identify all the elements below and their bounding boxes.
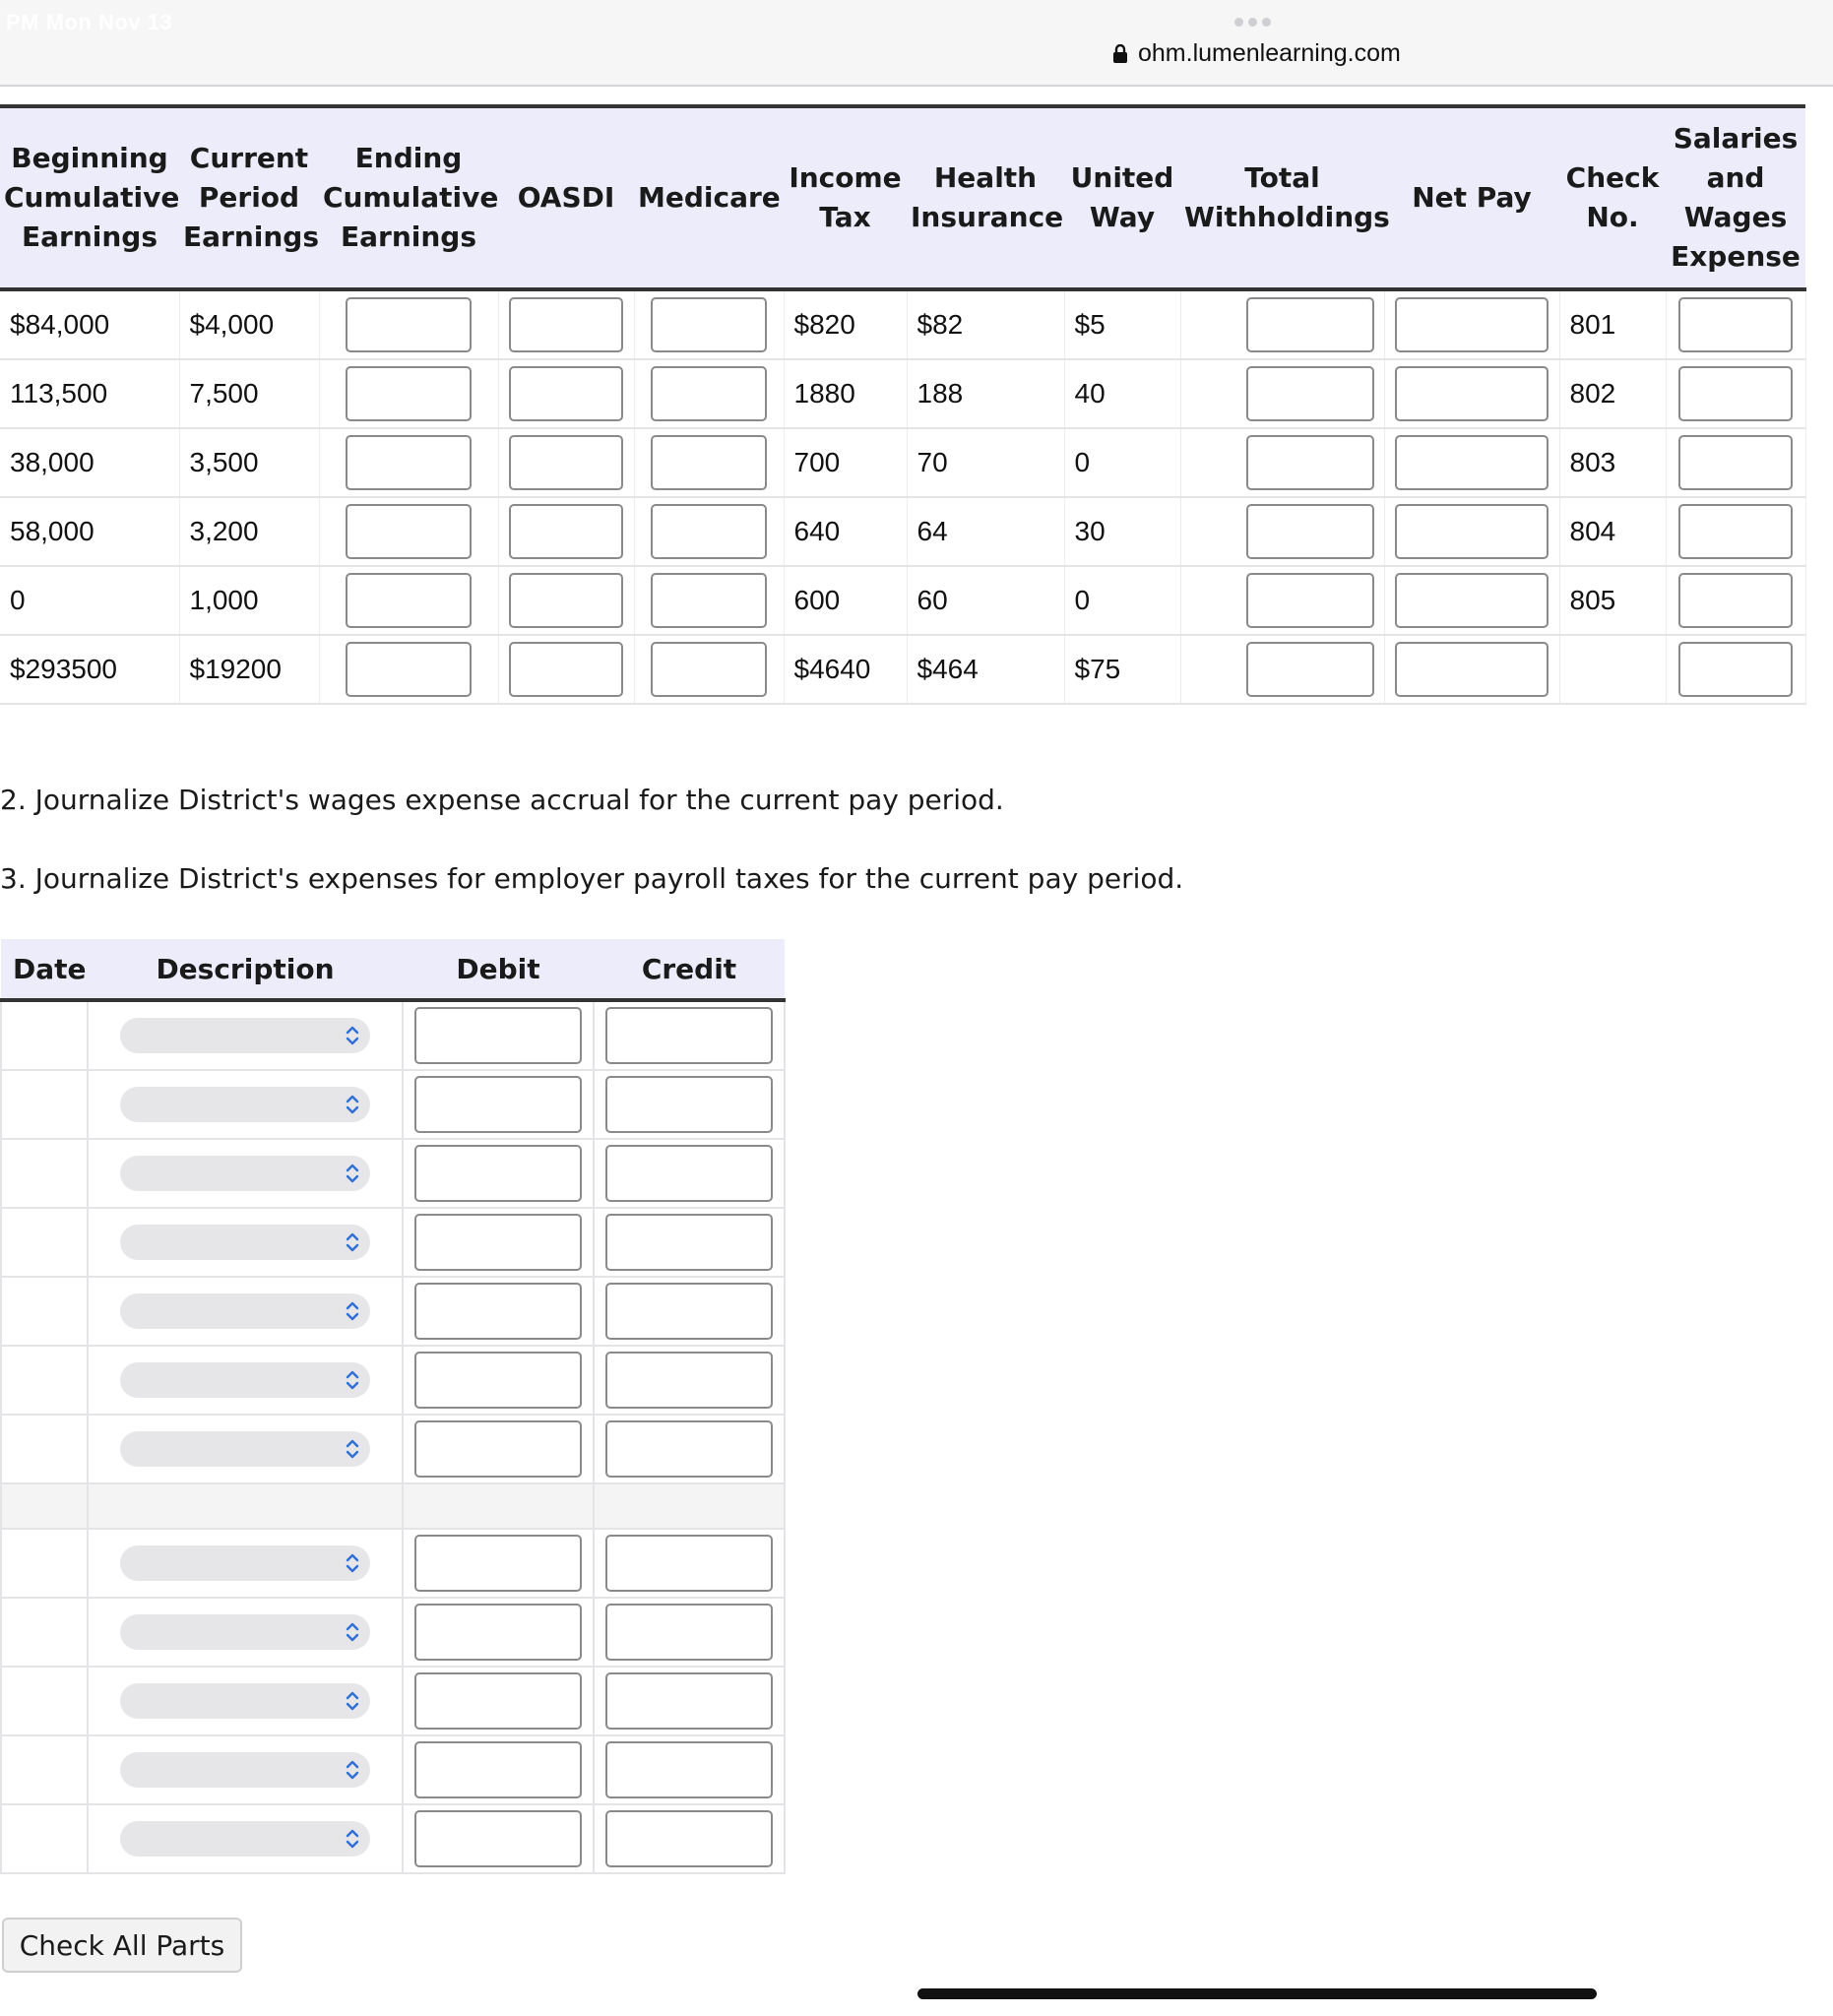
oasdi-input[interactable]	[509, 504, 623, 559]
oasdi-input[interactable]	[509, 435, 623, 490]
oasdi-input[interactable]	[509, 297, 623, 352]
health-insurance-cell: 60	[907, 566, 1064, 635]
total-withholdings-total-input[interactable]	[1246, 642, 1374, 697]
chevron-updown-icon	[343, 1161, 362, 1186]
header-oasdi: OASDI	[498, 106, 634, 289]
chevron-updown-icon	[343, 1367, 362, 1393]
ending-cumulative-input[interactable]	[346, 366, 472, 421]
header-medicare: Medicare	[634, 106, 784, 289]
net-pay-input[interactable]	[1395, 435, 1549, 490]
check-no-cell: 801	[1559, 289, 1666, 359]
journal-row	[1, 1415, 785, 1483]
home-indicator	[917, 1988, 1597, 1999]
debit-input[interactable]	[414, 1535, 582, 1592]
total-withholdings-input[interactable]	[1246, 504, 1374, 559]
header-income-tax: Income Tax	[784, 106, 907, 289]
check-no-cell: 805	[1559, 566, 1666, 635]
journal-row	[1, 1529, 785, 1598]
medicare-input[interactable]	[651, 573, 767, 628]
journal-header-row	[1, 939, 785, 1000]
credit-input[interactable]	[605, 1283, 773, 1340]
description-select[interactable]	[120, 1156, 370, 1191]
debit-input[interactable]	[414, 1352, 582, 1409]
beginning-earnings-cell: 113,500	[0, 359, 179, 428]
ending-cumulative-total-input[interactable]	[346, 642, 472, 697]
debit-input[interactable]	[414, 1283, 582, 1340]
income-tax-cell: 1880	[784, 359, 907, 428]
ending-cumulative-input[interactable]	[346, 504, 472, 559]
beginning-earnings-total: $293500	[0, 635, 179, 704]
header-health-insurance: Health Insurance	[907, 106, 1064, 289]
debit-input[interactable]	[414, 1672, 582, 1730]
salaries-wages-input[interactable]	[1678, 435, 1793, 490]
beginning-earnings-cell: 38,000	[0, 428, 179, 497]
journal-row	[1, 1346, 785, 1415]
header-date: Date	[1, 939, 88, 1000]
united-way-cell: 40	[1064, 359, 1180, 428]
header-beginning-cumulative: Beginning Cumulative Earnings	[0, 106, 179, 289]
description-select[interactable]	[120, 1821, 370, 1857]
date-cell	[1, 1277, 88, 1346]
date-cell	[1, 1415, 88, 1483]
description-select[interactable]	[120, 1431, 370, 1467]
ending-cumulative-input[interactable]	[346, 435, 472, 490]
current-earnings-cell: 3,500	[179, 428, 319, 497]
debit-input[interactable]	[414, 1810, 582, 1867]
salaries-wages-total-input[interactable]	[1678, 642, 1793, 697]
net-pay-input[interactable]	[1395, 573, 1549, 628]
description-select[interactable]	[120, 1293, 370, 1329]
chevron-updown-icon	[343, 1092, 362, 1117]
description-select[interactable]	[120, 1683, 370, 1719]
united-way-cell: $5	[1064, 289, 1180, 359]
date-cell	[1, 1139, 88, 1208]
journal-row	[1, 1667, 785, 1735]
date-cell	[1, 1735, 88, 1804]
check-all-parts-button[interactable]: Check All Parts	[2, 1918, 242, 1973]
description-select[interactable]	[120, 1614, 370, 1650]
health-insurance-cell: 188	[907, 359, 1064, 428]
date-cell	[1, 1804, 88, 1873]
header-salaries-wages-expense: Salaries and Wages Expense	[1666, 106, 1805, 289]
lock-icon	[1112, 44, 1128, 64]
beginning-earnings-cell: $84,000	[0, 289, 179, 359]
chevron-updown-icon	[343, 1229, 362, 1255]
payroll-register-table	[0, 104, 1806, 705]
check-no-cell: 804	[1559, 497, 1666, 566]
current-earnings-cell: 7,500	[179, 359, 319, 428]
credit-input[interactable]	[605, 1076, 773, 1133]
journal-separator	[1, 1483, 785, 1529]
credit-input[interactable]	[605, 1741, 773, 1798]
journal-body	[1, 1000, 785, 1873]
payroll-header-row	[0, 106, 1805, 289]
medicare-input[interactable]	[651, 435, 767, 490]
journal-row	[1, 1598, 785, 1667]
date-cell	[1, 1667, 88, 1735]
income-tax-cell: 600	[784, 566, 907, 635]
description-select[interactable]	[120, 1087, 370, 1122]
oasdi-input[interactable]	[509, 366, 623, 421]
journal-row	[1, 1804, 785, 1873]
salaries-wages-input[interactable]	[1678, 573, 1793, 628]
credit-input[interactable]	[605, 1810, 773, 1867]
address-bar[interactable]	[1112, 39, 1401, 68]
journal-row	[1, 1735, 785, 1804]
health-insurance-cell: 70	[907, 428, 1064, 497]
credit-input[interactable]	[605, 1145, 773, 1202]
question-3-text: 3. Journalize District's expenses for employer payroll taxes for the current pay period.	[0, 862, 1184, 895]
date-cell	[1, 1529, 88, 1598]
question-2-text: 2. Journalize District's wages expense accrual for the current pay period.	[0, 784, 1004, 816]
header-debit: Debit	[403, 939, 594, 1000]
chevron-updown-icon	[343, 1550, 362, 1576]
check-no-total	[1559, 635, 1666, 704]
medicare-input[interactable]	[651, 297, 767, 352]
credit-input[interactable]	[605, 1420, 773, 1478]
total-withholdings-input[interactable]	[1246, 435, 1374, 490]
net-pay-input[interactable]	[1395, 366, 1549, 421]
credit-input[interactable]	[605, 1535, 773, 1592]
beginning-earnings-cell: 0	[0, 566, 179, 635]
credit-input[interactable]	[605, 1352, 773, 1409]
credit-input[interactable]	[605, 1007, 773, 1064]
credit-input[interactable]	[605, 1214, 773, 1271]
beginning-earnings-cell: 58,000	[0, 497, 179, 566]
totals-row	[0, 635, 1805, 704]
united-way-cell: 0	[1064, 428, 1180, 497]
header-united-way: United Way	[1064, 106, 1180, 289]
health-insurance-total: $464	[907, 635, 1064, 704]
total-withholdings-input[interactable]	[1246, 297, 1374, 352]
header-check-no: Check No.	[1559, 106, 1666, 289]
debit-input[interactable]	[414, 1145, 582, 1202]
debit-input[interactable]	[414, 1741, 582, 1798]
oasdi-total-input[interactable]	[509, 642, 623, 697]
header-net-pay: Net Pay	[1384, 106, 1559, 289]
income-tax-cell: $820	[784, 289, 907, 359]
journal-row	[1, 1000, 785, 1070]
date-cell	[1, 1598, 88, 1667]
credit-input[interactable]	[605, 1604, 773, 1661]
total-withholdings-input[interactable]	[1246, 366, 1374, 421]
description-select[interactable]	[120, 1362, 370, 1398]
united-way-cell: 30	[1064, 497, 1180, 566]
journal-row	[1, 1070, 785, 1139]
status-bar-time: PM Mon Nov 13	[6, 10, 173, 34]
date-cell	[1, 1346, 88, 1415]
date-cell	[1, 1208, 88, 1277]
chevron-updown-icon	[343, 1023, 362, 1048]
income-tax-cell: 700	[784, 428, 907, 497]
medicare-input[interactable]	[651, 504, 767, 559]
united-way-cell: 0	[1064, 566, 1180, 635]
salaries-wages-input[interactable]	[1678, 297, 1793, 352]
check-no-cell: 802	[1559, 359, 1666, 428]
current-earnings-cell: 3,200	[179, 497, 319, 566]
net-pay-total-input[interactable]	[1395, 642, 1549, 697]
journal-row	[1, 1139, 785, 1208]
check-no-cell: 803	[1559, 428, 1666, 497]
net-pay-input[interactable]	[1395, 504, 1549, 559]
chevron-updown-icon	[343, 1757, 362, 1783]
credit-input[interactable]	[605, 1672, 773, 1730]
current-earnings-total: $19200	[179, 635, 319, 704]
description-select[interactable]	[120, 1545, 370, 1581]
table-row	[0, 428, 1805, 497]
header-total-withholdings: Total Withholdings	[1180, 106, 1384, 289]
income-tax-total: $4640	[784, 635, 907, 704]
united-way-total: $75	[1064, 635, 1180, 704]
debit-input[interactable]	[414, 1214, 582, 1271]
header-description: Description	[88, 939, 403, 1000]
url-text: ohm.lumenlearning.com	[1138, 39, 1401, 67]
date-cell	[1, 1070, 88, 1139]
header-current-period: Current Period Earnings	[179, 106, 319, 289]
description-select[interactable]	[120, 1225, 370, 1260]
chevron-updown-icon	[343, 1826, 362, 1852]
header-ending-cumulative: Ending Cumulative Earnings	[319, 106, 498, 289]
current-earnings-cell: $4,000	[179, 289, 319, 359]
medicare-total-input[interactable]	[651, 642, 767, 697]
medicare-input[interactable]	[651, 366, 767, 421]
debit-input[interactable]	[414, 1007, 582, 1064]
total-withholdings-input[interactable]	[1246, 573, 1374, 628]
browser-chrome	[0, 0, 1833, 87]
debit-input[interactable]	[414, 1604, 582, 1661]
chevron-updown-icon	[343, 1619, 362, 1645]
chevron-updown-icon	[343, 1688, 362, 1714]
income-tax-cell: 640	[784, 497, 907, 566]
chevron-updown-icon	[343, 1298, 362, 1324]
header-credit: Credit	[594, 939, 785, 1000]
salaries-wages-input[interactable]	[1678, 504, 1793, 559]
ending-cumulative-input[interactable]	[346, 297, 472, 352]
chevron-updown-icon	[343, 1436, 362, 1462]
journal-row	[1, 1277, 785, 1346]
net-pay-input[interactable]	[1395, 297, 1549, 352]
description-select[interactable]	[120, 1752, 370, 1788]
journal-row	[1, 1208, 785, 1277]
table-row	[0, 289, 1805, 359]
health-insurance-cell: $82	[907, 289, 1064, 359]
debit-input[interactable]	[414, 1076, 582, 1133]
salaries-wages-input[interactable]	[1678, 366, 1793, 421]
date-cell	[1, 1000, 88, 1070]
debit-input[interactable]	[414, 1420, 582, 1478]
journal-entry-table	[0, 939, 786, 1874]
ending-cumulative-input[interactable]	[346, 573, 472, 628]
description-select[interactable]	[120, 1018, 370, 1053]
table-row	[0, 359, 1805, 428]
table-row	[0, 566, 1805, 635]
oasdi-input[interactable]	[509, 573, 623, 628]
current-earnings-cell: 1,000	[179, 566, 319, 635]
tab-menu-dots[interactable]	[1234, 18, 1271, 27]
health-insurance-cell: 64	[907, 497, 1064, 566]
table-row	[0, 497, 1805, 566]
